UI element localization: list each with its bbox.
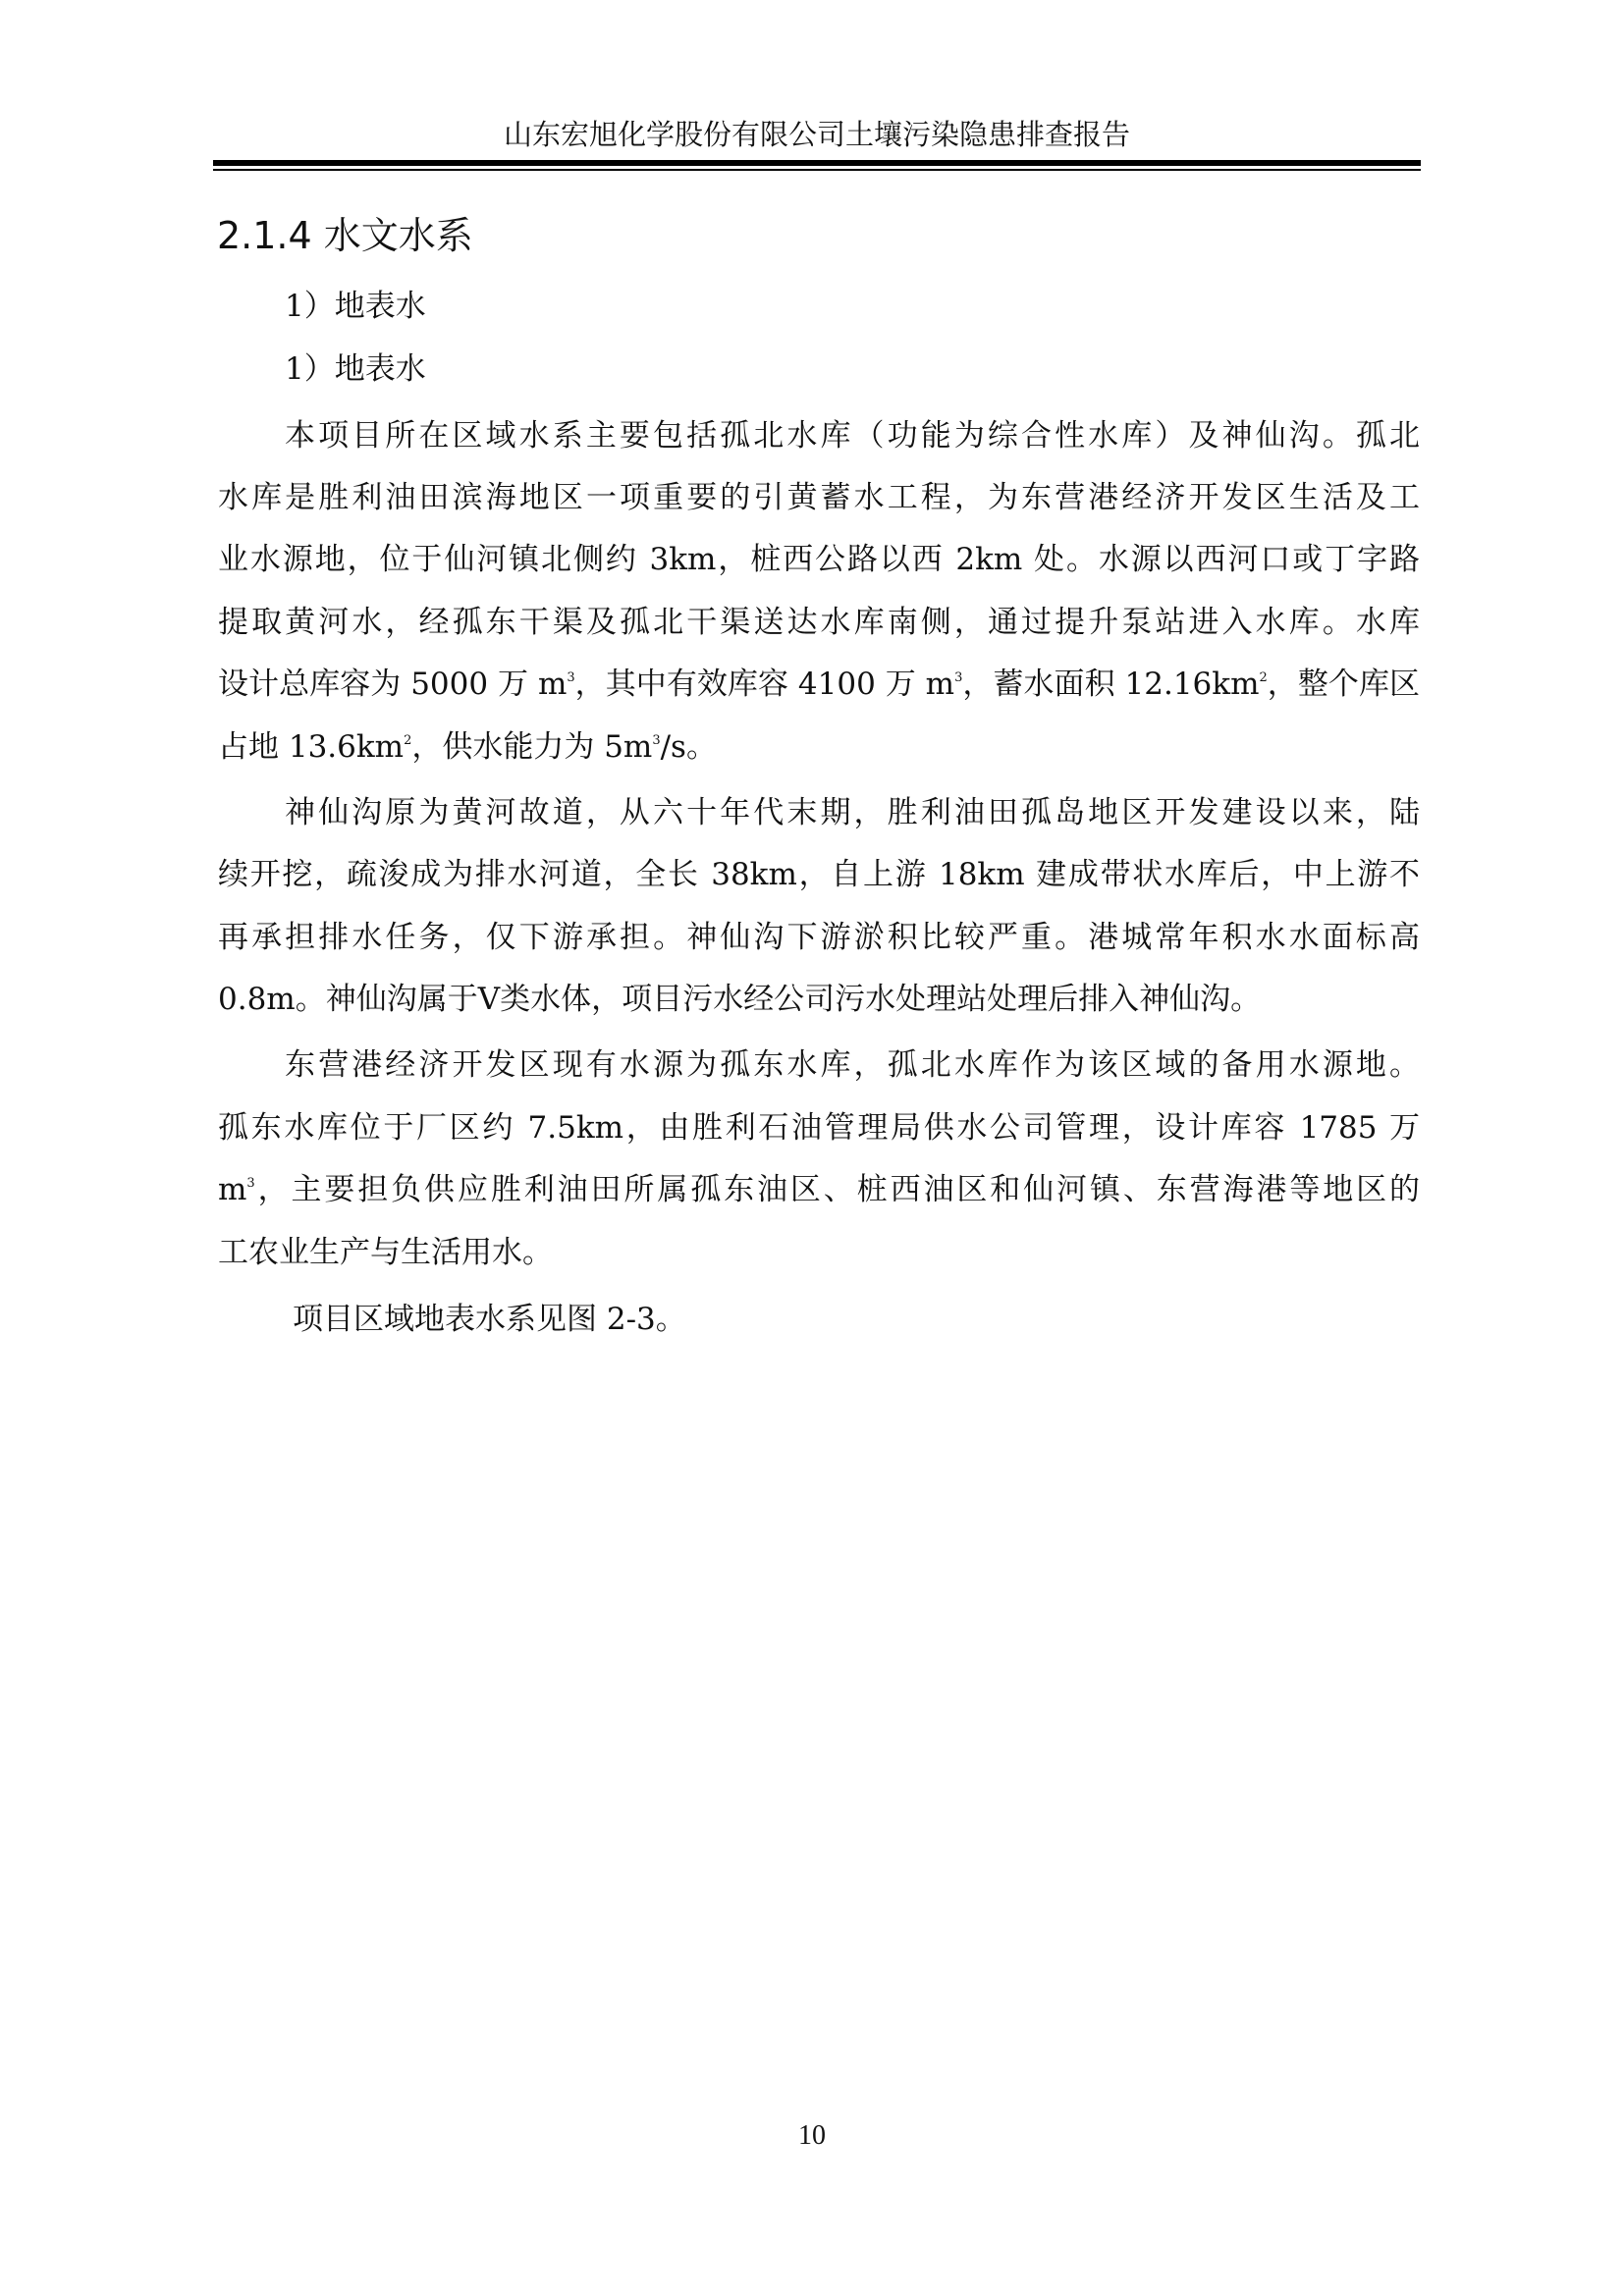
paragraph-line: $m^3$，主要担负供应胜利油田所属孤东油区、桩西油区和仙河镇、东营海港等地区的 xyxy=(218,1172,1420,1207)
header-title: 山东宏旭化学股份有限公司土壤污染隐患排查报告 xyxy=(503,118,1130,151)
paragraph-line: 工农业生产与生活用水。 xyxy=(218,1235,553,1270)
paragraph-line: 设计总库容为 5000 万 $m^3$，其中有效库容 4100 万 $m^3$，蓄水面积 $12.16km^2$，整个库区 xyxy=(218,667,1420,702)
paragraph-line: 再承担排水任务，仅下游承担。神仙沟下游淤积比较严重。港城常年积水水面标高 xyxy=(218,920,1420,955)
header-rule-thick xyxy=(213,160,1421,166)
header-rule-thin xyxy=(213,169,1421,171)
sub-item: 1）地表水 xyxy=(285,289,426,324)
paragraph-line: 神仙沟原为黄河故道，从六十年代末期，胜利油田孤岛地区开发建设以来，陆 xyxy=(285,795,1420,830)
paragraph-line: 本项目所在区域水系主要包括孤北水库（功能为综合性水库）及神仙沟。孤北 xyxy=(285,418,1420,454)
paragraph-line: 东营港经济开发区现有水源为孤东水库，孤北水库作为该区域的备用水源地。 xyxy=(285,1047,1420,1083)
paragraph-line: 续开挖，疏浚成为排水河道，全长 38km，自上游 18km 建成带状水库后，中上游不 xyxy=(218,857,1420,892)
paragraph-line: 孤东水库位于厂区约 7.5km，由胜利石油管理局供水公司管理，设计库容 1785 万 xyxy=(218,1110,1420,1146)
paragraph-line: 水库是胜利油田滨海地区一项重要的引黄蓄水工程，为东营港经济开发区生活及工 xyxy=(218,480,1420,515)
page-number: 10 xyxy=(798,2120,826,2151)
section-heading: 2.1.4 水文水系 xyxy=(217,214,473,257)
paragraph-line: 占地 $13.6km^2$，供水能力为 $5m^3/s$。 xyxy=(218,729,717,765)
paragraph-line: 0.8m。神仙沟属于Ⅴ类水体，项目污水经公司污水处理站处理后排入神仙沟。 xyxy=(218,982,1262,1017)
paragraph-line: 业水源地，位于仙河镇北侧约 3km，桩西公路以西 2km 处。水源以西河口或丁字路 xyxy=(218,542,1420,577)
paragraph-line: 提取黄河水，经孤东干渠及孤北干渠送达水库南侧，通过提升泵站进入水库。水库 xyxy=(218,605,1420,640)
paragraph-line: 项目区域地表水系见图 2-3。 xyxy=(293,1302,686,1337)
sub-item: 1）地表水 xyxy=(285,351,426,387)
